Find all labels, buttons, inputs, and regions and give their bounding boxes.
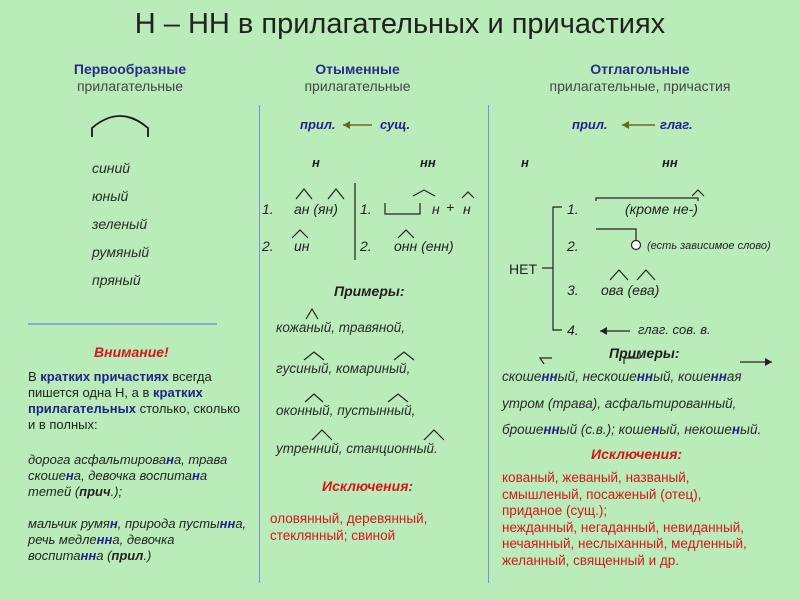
col2-r1-num2: 1. [360, 201, 372, 217]
list-item: гусиный, комариный, [276, 361, 411, 376]
list-item: оловянный, деревянный, [270, 511, 428, 526]
col2-r2-nn: онн (енн) [394, 238, 454, 254]
example-tag: прил [111, 548, 144, 563]
example-part: мальчик румя [28, 516, 110, 531]
example-part: , природа пусты [117, 516, 220, 531]
list-item: нежданный, негаданный, невиданный, [502, 519, 744, 535]
column-header-primary-title: Первообразные [73, 61, 187, 77]
example-suffix: н [166, 452, 174, 467]
example-part: броше [502, 422, 544, 437]
example-part: ый, нескоше [557, 369, 637, 384]
arrow-left-icon [343, 121, 350, 129]
col3-nn-header: нн [662, 155, 678, 170]
example-part: .) [143, 548, 152, 563]
column-header-primary-sub: прилагательные [76, 78, 184, 94]
suffix-mark-icon [462, 192, 474, 198]
col2-exceptions-title: Исключения: [322, 478, 414, 494]
example-part: а, речь медле [28, 516, 247, 547]
list-item: зеленый [92, 216, 148, 232]
example-tag: прич [79, 484, 111, 499]
col2-nn-header: нн [420, 155, 436, 170]
list-item: пряный [92, 272, 141, 288]
col3-arrow-left-label: прил. [572, 117, 608, 132]
root-bracket-icon [385, 203, 420, 214]
col3-r2-num: 2. [567, 238, 579, 254]
example-part: ый, коше [653, 369, 711, 384]
dependent-word-icon [632, 241, 641, 250]
example-part: дорога асфальтирова [28, 452, 167, 467]
col2-r2-num: 2. [262, 238, 274, 254]
suffix-mark-icon [398, 230, 414, 238]
rule-short-adjectives: кратких прилагательных [28, 385, 203, 416]
col2-r1-nn-plus: + [446, 199, 455, 215]
suffix-mark-icon [292, 230, 308, 238]
example-suffix: нн [80, 548, 97, 563]
root-mark-icon [92, 116, 148, 137]
example-suffix: н [651, 422, 660, 437]
example-suffix: нн [541, 369, 558, 384]
col2-r1-nn-a: н [432, 201, 440, 217]
example-part: .); [110, 484, 123, 499]
col3-net-label: НЕТ [509, 261, 537, 277]
example-suffix: нн [636, 369, 654, 384]
col3-example-line-1 [502, 369, 742, 384]
list-item: оконный, пустынный, [276, 403, 416, 418]
primary-words-list [92, 160, 232, 300]
example-part: ая [726, 369, 742, 384]
col3-example-line-3 [502, 422, 761, 437]
col3-arrow-right-label: глаг. [660, 117, 693, 132]
col3-exceptions-list [502, 470, 797, 569]
example-suffix: н [192, 468, 200, 483]
col3-r3-text: ова (ева) [601, 282, 660, 298]
list-item: утренний, станционный. [276, 441, 438, 456]
list-item: приданое (сущ.); [502, 503, 608, 518]
column-header-denominal-title: Отыменные [315, 61, 400, 77]
col3-exceptions-title: Исключения: [591, 446, 683, 462]
arrow-left-icon [622, 121, 629, 129]
col3-r1-num: 1. [567, 201, 579, 217]
list-item: стеклянный; свиной [270, 528, 396, 543]
col3-r3-num: 3. [567, 282, 579, 298]
col2-r1-nn-b: н [463, 201, 471, 217]
example-part: а, девочка воспита [73, 468, 193, 483]
example-adjectives [28, 516, 250, 564]
example-part: а, девочка воспита [28, 532, 175, 563]
example-suffix: нн [96, 532, 113, 547]
example-part: ый. [740, 422, 762, 437]
list-item: кожаный, травяной, [276, 320, 406, 335]
list-item: смышленый, посаженый (отец), [502, 486, 702, 502]
suffix-mark-icon [413, 190, 435, 196]
col2-r1-num: 1. [262, 201, 274, 217]
col2-r2-num2: 2. [360, 238, 372, 254]
example-suffix: нн [543, 422, 560, 437]
rule-text-part: столько, сколько и в полных: [28, 401, 241, 432]
rule-short-participles: кратких причастиях [40, 369, 169, 384]
example-participles [28, 452, 250, 500]
example-suffix: нн [710, 369, 727, 384]
col3-r4-num: 4. [567, 322, 579, 338]
col2-arrow-right-label: сущ. [380, 117, 411, 132]
example-part: а ( [96, 548, 112, 563]
example-part: ый, некоше [659, 422, 732, 437]
example-part: скоше [502, 369, 542, 384]
col2-arrow-left-label: прил. [300, 117, 336, 132]
list-item: желанный, священный и др. [502, 552, 680, 568]
col2-n-header: н [312, 155, 320, 170]
bracket-icon [553, 207, 562, 330]
example-suffix: н [65, 468, 74, 483]
list-item: юный [92, 188, 129, 204]
rule-text-part: всегда пишется одна Н, а в [28, 369, 212, 400]
col3-r1-text: (кроме не-) [625, 201, 698, 217]
col3-n-header: н [521, 155, 529, 170]
rule-text-part: В [28, 369, 41, 384]
example-suffix: н [731, 422, 741, 437]
list-item: синий [92, 160, 131, 176]
example-suffix: н [109, 516, 118, 531]
col2-r1-n: ан (ян) [294, 201, 338, 217]
example-part: а, трава скоше [28, 452, 228, 483]
col3-example-line-2: утром (трава), асфальтированный, [502, 396, 737, 411]
list-item: нечаянный, неслыханный, медленный, [502, 536, 747, 551]
example-part: ый (с.в.); коше [559, 422, 652, 437]
list-item: кованый, жеваный, названый, [502, 470, 690, 485]
example-part: а тетей ( [28, 468, 208, 499]
example-suffix: нн [219, 516, 236, 531]
col2-r2-n: ин [294, 238, 310, 254]
col2-examples-title: Примеры: [334, 283, 405, 299]
suffix-mark-icon [296, 189, 344, 199]
page-title: Н – НН в прилагательных и причастиях [134, 8, 666, 40]
rule-text [28, 369, 248, 433]
attention-heading: Внимание! [94, 344, 169, 360]
col3-r2-text: (есть зависимое слово) [647, 240, 771, 252]
column-header-denominal-sub: прилагательные [304, 78, 411, 94]
col3-r4-text: глаг. сов. в. [638, 322, 711, 337]
column-header-verbal-sub: прилагательные, причастия [549, 78, 731, 94]
list-item: румяный [92, 244, 150, 260]
col3-examples-title: Примеры: [609, 345, 680, 361]
column-header-verbal-title: Отглагольные [590, 61, 690, 77]
